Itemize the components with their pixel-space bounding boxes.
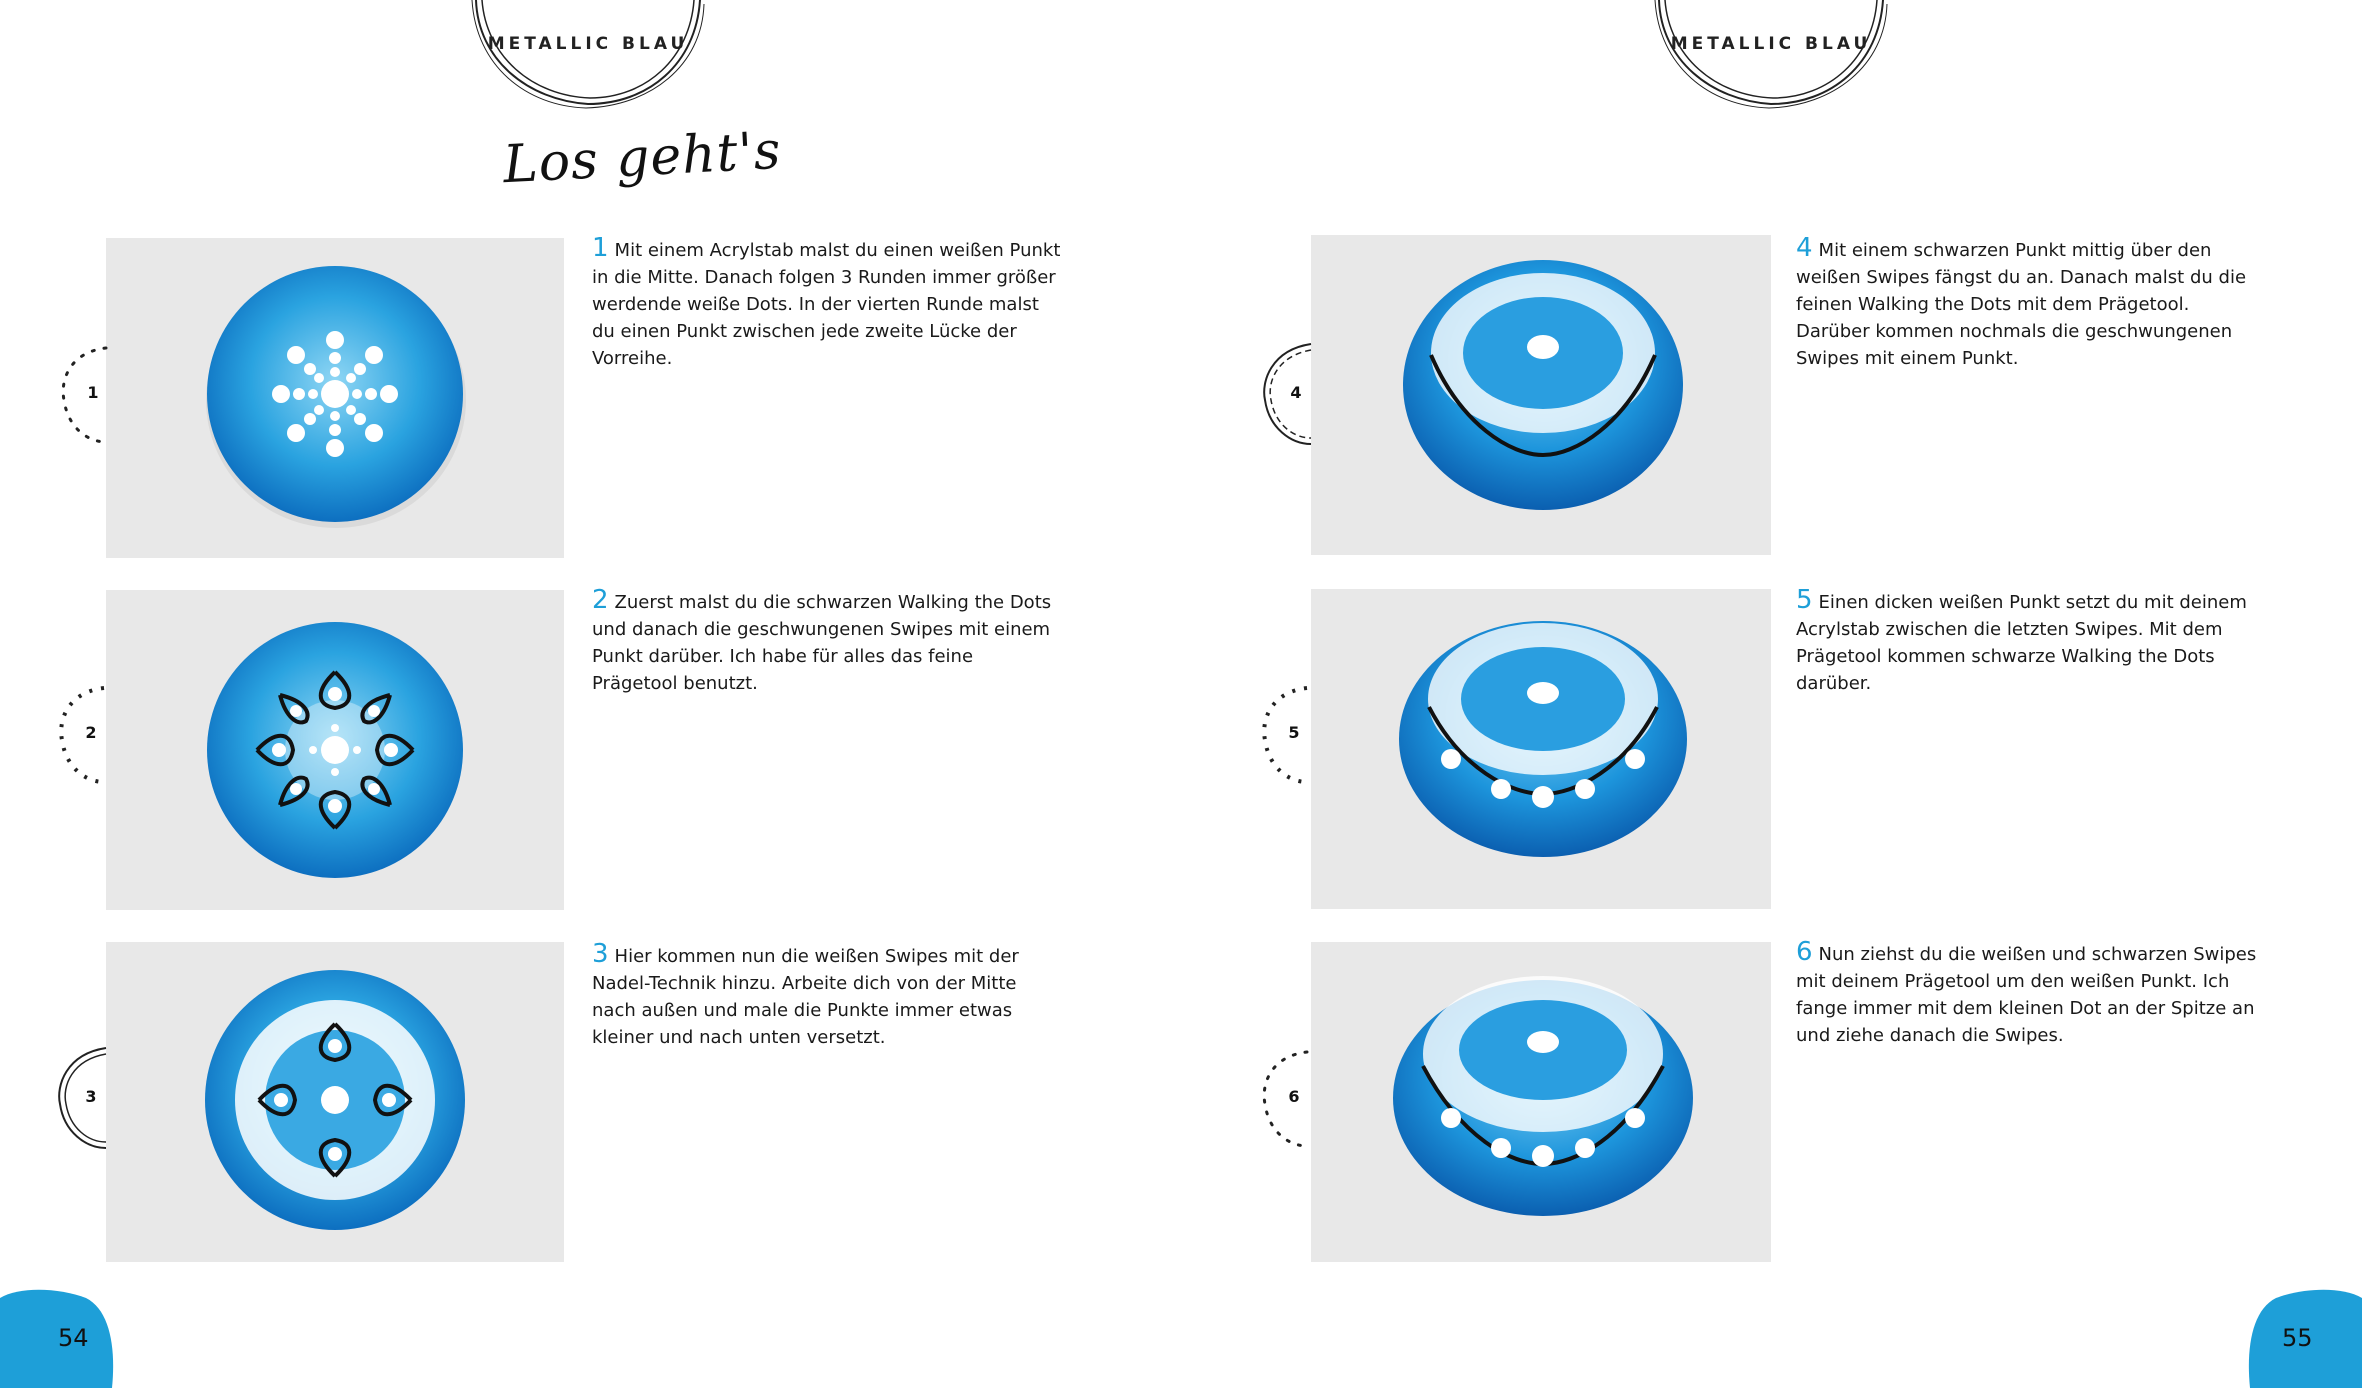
step-5-photo <box>1311 589 1771 909</box>
step-4-marker-number: 4 <box>1290 383 1302 402</box>
step-1-marker <box>58 340 128 450</box>
header-badge-left <box>468 0 708 110</box>
step-2-text <box>592 587 1062 697</box>
step-number: 4 <box>1796 233 1813 263</box>
header-badge-right <box>1651 0 1891 110</box>
step-number: 5 <box>1796 585 1813 615</box>
step-6-photo <box>1311 942 1771 1262</box>
step-2-marker-number: 2 <box>85 723 97 742</box>
header-label: METALLIC BLAU <box>1670 34 1872 54</box>
step-description: Einen dicken weißen Punkt setzt du mit deinem Acrylstab zwischen die letzten Swipes. Mit dem Prägetool kommen schwarze Walking the Dots darüber. <box>1796 592 2247 694</box>
page-number-left: 54 <box>58 1324 89 1352</box>
step-5-marker-number: 5 <box>1288 723 1300 742</box>
step-1-text <box>592 235 1062 372</box>
step-6-marker <box>1259 1044 1329 1154</box>
step-4-text <box>1796 235 2266 372</box>
page-number-right: 55 <box>2282 1324 2313 1352</box>
step-6-text <box>1796 939 2266 1049</box>
step-number: 3 <box>592 939 609 969</box>
step-number: 1 <box>592 233 609 263</box>
step-5-text <box>1796 587 2266 697</box>
step-3-photo <box>106 942 564 1262</box>
step-3-text <box>592 941 1062 1051</box>
step-description: Zuerst malst du die schwarzen Walking the Dots und danach die geschwungenen Swipes mit einem Punkt darüber. Ich habe für alles das feine Prägetool benutzt. <box>592 592 1052 694</box>
step-4-photo <box>1311 235 1771 555</box>
step-5-marker <box>1259 680 1329 790</box>
step-2-marker <box>56 680 126 790</box>
step-1-photo <box>106 238 564 558</box>
step-4-marker <box>1261 340 1331 450</box>
step-description: Nun ziehst du die weißen und schwarzen Swipes mit deinem Prägetool um den weißen Punkt. Ich fange immer mit dem kleinen Dot an der Spitze an und ziehe danach die Swipes. <box>1796 944 2257 1046</box>
step-1-marker-number: 1 <box>87 383 99 402</box>
step-6-marker-number: 6 <box>1288 1087 1300 1106</box>
step-description: Mit einem Acrylstab malst du einen weißen Punkt in die Mitte. Danach folgen 3 Runden immer größer werdende weiße Dots. In der vierten Runde malst du einen Punkt zwischen jede zweite Lücke der Vorreihe. <box>592 240 1061 369</box>
step-2-photo <box>106 590 564 910</box>
step-description: Hier kommen nun die weißen Swipes mit der Nadel-Technik hinzu. Arbeite dich von der Mitte nach außen und male die Punkte immer etwas kleiner und nach unten versetzt. <box>592 946 1019 1048</box>
header-label: METALLIC BLAU <box>487 34 689 54</box>
step-description: Mit einem schwarzen Punkt mittig über den weißen Swipes fängst du an. Danach malst du die feinen Walking the Dots mit dem Prägetool. Darüber kommen nochmals die geschwungenen Swipes mit einem Punkt. <box>1796 240 2247 369</box>
step-3-marker-number: 3 <box>85 1087 97 1106</box>
step-number: 6 <box>1796 937 1813 967</box>
page-title: Los geht's <box>501 120 783 196</box>
step-number: 2 <box>592 585 609 615</box>
step-3-marker <box>56 1044 126 1154</box>
